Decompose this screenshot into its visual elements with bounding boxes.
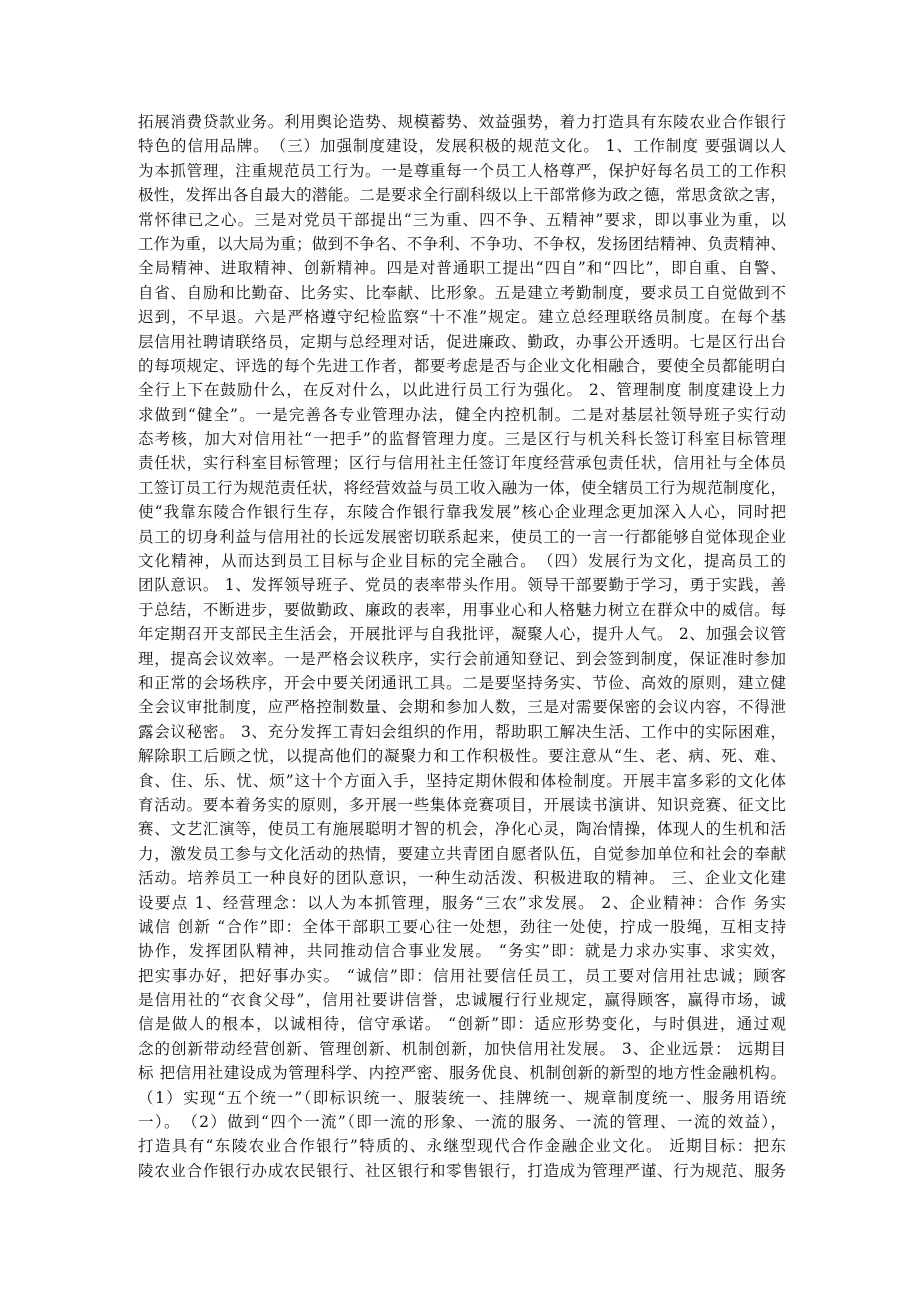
text-line: 把实事办好，把好事办实。 “诚信”即：信用社要信任员工，员工要对信用社忠诚；顾客 [138,966,786,985]
text-line: 育活动。要本着务实的原则，多开展一些集体竞赛项目，开展读书演讲、知识竞赛、征文比 [138,795,786,814]
text-line: 理，提高会议效率。一是严格会议秩序，实行会前通知登记、到会签到制度，保证准时参加 [138,649,786,668]
text-line: 工作为重，以大局为重；做到不争名、不争利、不争功、不争权，发扬团结精神、负责精神、 [138,234,786,253]
text-line: 为本抓管理，注重规范员工行为。一是尊重每一个员工人格尊严，保护好每名员工的工作积 [138,161,786,180]
text-line: 信是做人的根本，以诚相待，信守承诺。 “创新”即：适应形势变化，与时俱进，通过观 [138,1015,786,1034]
text-line: 使“我靠东陵合作银行生存，东陵合作银行靠我发展”核心企业理念更加深入人心，同时把 [138,503,786,522]
text-line: 迟到，不早退。六是严格遵守纪检监察“十不准”规定。建立总经理联络员制度。在每个基 [138,308,786,327]
text-line: 全行上下在鼓励什么，在反对什么，以此进行员工行为强化。 2、管理制度 制度建设上力 [138,381,786,400]
text-line: 力，激发员工参与文化活动的热情，要建立共青团自愿者队伍，自觉参加单位和社会的奉献 [138,844,786,863]
text-line: 食、住、乐、忧、烦”这十个方面入手，坚持定期休假和体检制度。开展丰富多彩的文化体 [138,771,786,790]
text-line: 常怀律已之心。三是对党员干部提出“三为重、四不争、五精神”要求，即以事业为重，以 [138,210,786,229]
text-line: 态考核，加大对信用社“一把手”的监督管理力度。三是区行与机关科长签订科室目标管理 [138,430,786,449]
text-line: 设要点 1、经营理念：以人为本抓管理，服务“三农”求发展。 2、企业精神：合作 务实 [138,893,786,912]
text-line: 念的创新带动经营创新、管理创新、机制创新，加快信用社发展。 3、企业远景： 远期目 [138,1039,786,1058]
text-line: 解除职工后顾之忧，以提高他们的凝聚力和工作积极性。要注意从“生、老、病、死、难、 [138,747,786,766]
text-line: 和正常的会场秩序，开会中要关闭通讯工具。二是要坚持务实、节俭、高效的原则，建立健 [138,673,786,692]
text-line: 一）。 （2）做到“四个一流”（即一流的形象、一流的服务、一流的管理、一流的效益）， [138,1113,786,1132]
text-line: 诚信 创新 “合作”即：全体干部职工要心往一处想，劲往一处使，拧成一股绳，互相支持 [138,917,786,936]
text-line: 文化精神，从而达到员工目标与企业目标的完全融合。 （四）发展行为文化，提高员工的 [138,552,786,571]
text-line: 于总结，不断进步，要做勤政、廉政的表率，用事业心和人格魅力树立在群众中的威信。每 [138,600,786,619]
text-line: （1）实现“五个统一”（即标识统一、服装统一、挂牌统一、规章制度统一、服务用语统 [138,1088,786,1107]
text-line: 拓展消费贷款业务。利用舆论造势、规模蓄势、效益强势，着力打造具有东陵农业合作银行 [138,113,786,131]
text-line: 极性，发挥出各自最大的潜能。二是要求全行副科级以上干部常修为政之德，常思贪欲之害， [138,186,786,205]
document-body-text [138,110,786,1183]
text-line: 的每项规定、评选的每个先进工作者，都要考虑是否与企业文化相融合，要使全员都能明白 [138,356,786,375]
text-line: 陵农业合作银行办成农民银行、社区银行和零售银行，打造成为管理严谨、行为规范、服务 [138,1161,786,1180]
text-line: 团队意识。 1、发挥领导班子、党员的表率带头作用。领导干部要勤于学习，勇于实践，善 [138,576,786,595]
text-line: 年定期召开支部民主生活会，开展批评与自我批评，凝聚人心，提升人气。 2、加强会议管 [138,625,786,644]
text-line: 露会议秘密。 3、充分发挥工青妇会组织的作用，帮助职工解决生活、工作中的实际困难， [138,722,786,741]
text-line: 全会议审批制度，应严格控制数量、会期和参加人数，三是对需要保密的会议内容，不得泄 [138,698,786,717]
text-line: 赛、文艺汇演等，使员工有施展聪明才智的机会，净化心灵，陶冶情操，体现人的生机和活 [138,820,786,839]
text-line: 求做到“健全”。一是完善各专业管理办法，健全内控机制。二是对基层社领导班子实行动 [138,405,786,424]
text-line: 责任状，实行科室目标管理；区行与信用社主任签订年度经营承包责任状，信用社与全体员 [138,454,786,473]
text-line: 是信用社的“衣食父母”，信用社要讲信誉，忠诚履行行业规定，赢得顾客，赢得市场，诚 [138,991,786,1010]
text-line: 活动。培养员工一种良好的团队意识，一种生动活泼、积极进取的精神。 三、企业文化建 [138,869,786,888]
text-line: 层信用社聘请联络员，定期与总经理对话，促进廉政、勤政，办事公开透明。七是区行出台 [138,332,786,351]
text-line: 标 把信用社建设成为管理科学、内控严密、服务优良、机制创新的新型的地方性金融机构。 [138,1064,786,1083]
text-line: 工签订员工行为规范责任状，将经营效益与员工收入融为一体，使全辖员工行为规范制度化， [138,478,786,497]
text-line: 员工的切身利益与信用社的长远发展密切联系起来，使员工的一言一行都能够自觉体现企业 [138,527,786,546]
text-line: 全局精神、进取精神、创新精神。四是对普通职工提出“四自”和“四比”，即自重、自警、 [138,259,786,278]
text-line: 自省、自励和比勤奋、比务实、比奉献、比形象。五是建立考勤制度，要求员工自觉做到不 [138,283,786,302]
text-line: 协作，发挥团队精神，共同推动信合事业发展。 “务实”即：就是力求办实事、求实效， [138,942,786,961]
text-line: 打造具有“东陵农业合作银行”特质的、永继型现代合作金融企业文化。 近期目标：把东 [138,1137,786,1156]
text-line: 特色的信用品牌。 （三）加强制度建设，发展积极的规范文化。 1、工作制度 要强调以人 [138,137,786,156]
